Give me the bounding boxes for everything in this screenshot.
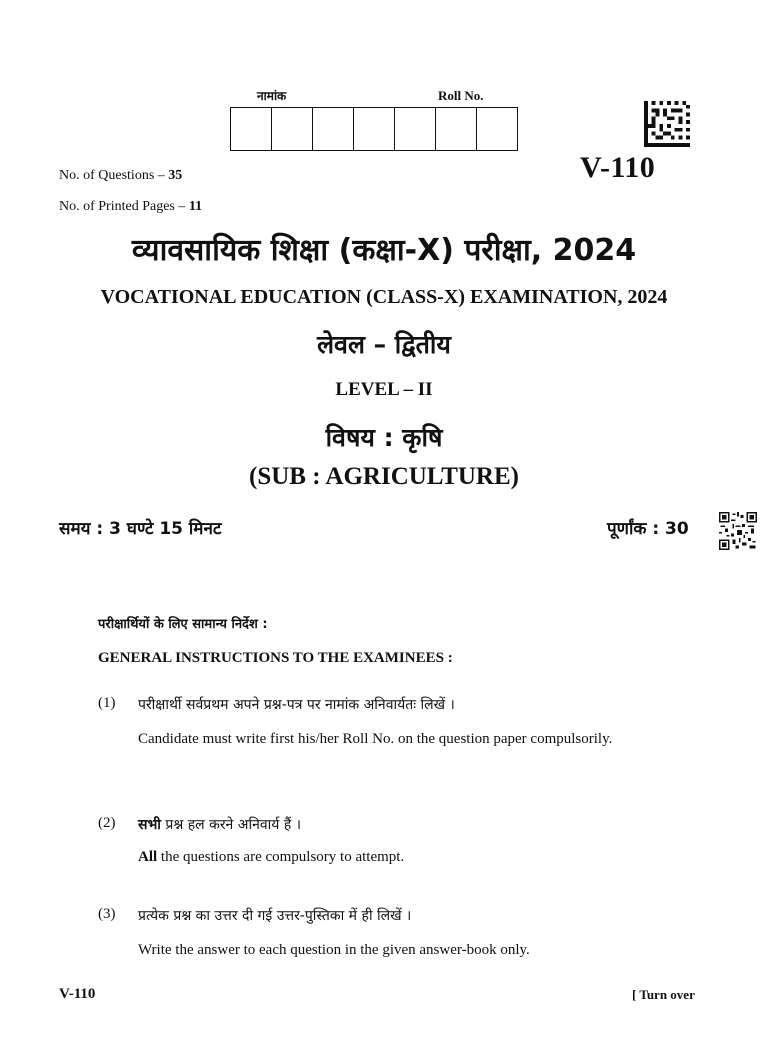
maximum-marks: पूर्णांक : 30	[607, 519, 689, 539]
roll-cell[interactable]	[436, 108, 477, 150]
barcode-icon	[644, 101, 690, 147]
time-allowed: समय : 3 घण्टे 15 मिनट	[59, 519, 222, 539]
subject-english: (SUB : AGRICULTURE)	[249, 463, 519, 490]
instructions-heading-english: GENERAL INSTRUCTIONS TO THE EXAMINEES :	[98, 650, 453, 666]
instruction-text-english: All the questions are compulsory to attempt.	[138, 849, 405, 865]
level-hindi: लेवल – द्वितीय	[317, 330, 451, 359]
roll-cell[interactable]	[313, 108, 354, 150]
printed-pages-count: No. of Printed Pages – 11	[59, 199, 203, 214]
instruction-text-hindi: प्रत्येक प्रश्न का उत्तर दी गई उत्तर-पुस्तिका में ही लिखें ।	[138, 908, 412, 924]
roll-cell[interactable]	[272, 108, 313, 150]
questions-count: No. of Questions – 35	[59, 168, 183, 183]
turn-over-note: [ Turn over	[632, 987, 695, 1002]
footer-paper-code: V-110	[59, 986, 96, 1002]
roll-cell[interactable]	[395, 108, 436, 150]
roll-cell[interactable]	[354, 108, 395, 150]
paper-code: V-110	[580, 151, 656, 184]
subject-hindi: विषय : कृषि	[325, 423, 443, 452]
instruction-text-hindi: सभी प्रश्न हल करने अनिवार्य हैं ।	[138, 817, 302, 833]
instruction-text-english: Candidate must write first his/her Roll No. on the question paper compulsorily.	[138, 731, 613, 747]
instructions-heading-hindi: परीक्षार्थियों के लिए सामान्य निर्देश :	[98, 617, 268, 632]
instruction-number: (1)	[98, 695, 116, 711]
roll-number-boxes	[230, 107, 518, 151]
roll-label-hindi: नामांक	[257, 89, 287, 103]
instruction-text-english: Write the answer to each question in the given answer-book only.	[138, 942, 530, 958]
instruction-number: (3)	[98, 906, 116, 922]
exam-title-english: VOCATIONAL EDUCATION (CLASS-X) EXAMINATION, 2024	[100, 286, 668, 308]
exam-title-hindi: व्यावसायिक शिक्षा (कक्षा-X) परीक्षा, 2024	[131, 233, 637, 268]
qr-code-icon	[719, 512, 757, 550]
roll-cell[interactable]	[231, 108, 272, 150]
roll-label-english: Roll No.	[438, 88, 484, 103]
instruction-number: (2)	[98, 815, 116, 831]
instruction-text-hindi: परीक्षार्थी सर्वप्रथम अपने प्रश्न-पत्र पर नामांक अनिवार्यतः लिखें ।	[138, 697, 455, 713]
level-english: LEVEL – II	[335, 379, 433, 400]
roll-cell[interactable]	[477, 108, 517, 150]
